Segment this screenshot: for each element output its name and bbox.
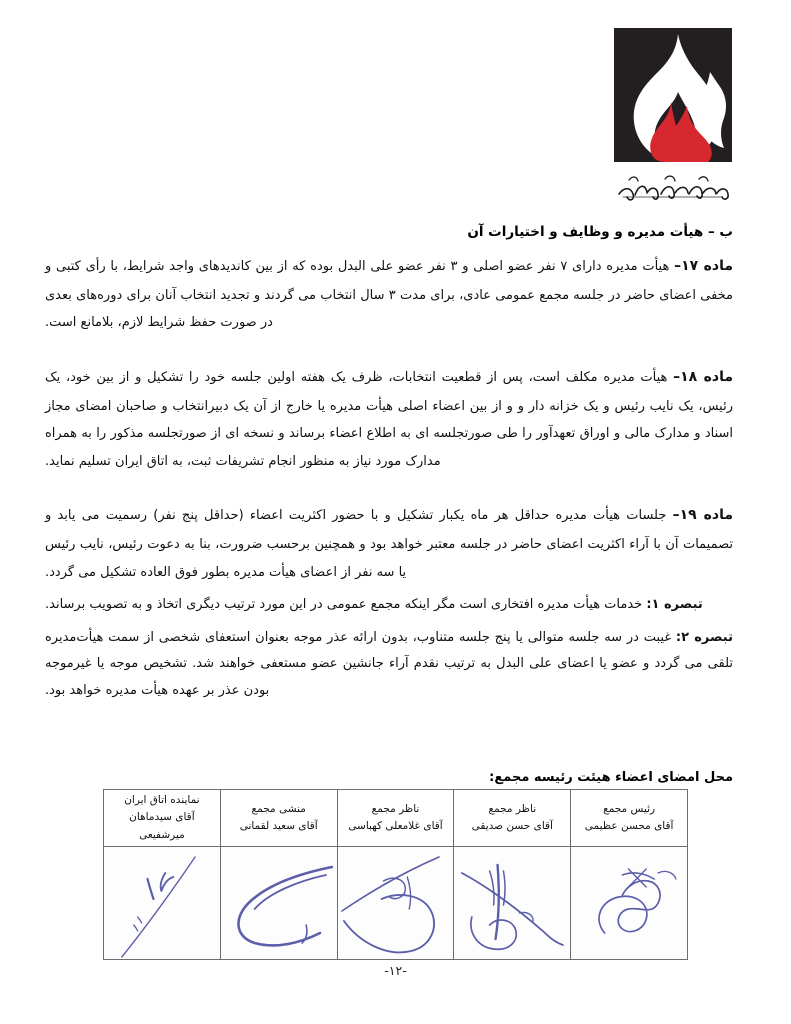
person-name: آقای سعید لقمانی (239, 819, 318, 832)
article-19 (45, 501, 733, 586)
note-2-body: غیبت در سه جلسه متوالی یا پنج جلسه متناوب، بدون ارائه عذر موجه بعنوان استعفای شخصی از سمت هیأت‌مدیره تلقی می گردد و عضو یا اعضای علی البدل به ترتیب نقدم آراء جانشین عضو مستعفی خواهند شد. تشخیص موجه یا غیرموجه بودن عذر بر عهده هیأت مدیره خواهد بود. (45, 629, 733, 699)
role-label: ناظر مجمع (488, 802, 537, 815)
person-name: آقای سیدماهان میرشفیعی (129, 811, 195, 841)
note-1-label: تبصره ۱: (646, 597, 703, 613)
role-label: نماینده اتاق ایران (124, 794, 200, 806)
signature-header-chamber-rep (104, 790, 221, 847)
signature-header-chairman (571, 790, 688, 847)
article-17-body: هیأت مدیره دارای ۷ نفر عضو اصلی و ۳ نفر عضو علی البدل بوده که از بین کاندیدهای واجد شرایط، با رأی کتبی و مخفی اعضای حاضر در جلسه مجمع عمومی عادی، برای مدت ۳ سال انتخاب می گردند و تجدید انتخاب آنان برای دوره‌های بعدی در صورت حفظ شرایط لازم، بلامانع است. (45, 259, 733, 331)
signature-header-secretary (220, 790, 337, 847)
signature-cell-observer-2 (337, 846, 454, 959)
note-2 (45, 625, 733, 705)
article-17 (45, 252, 733, 337)
organization-logo (611, 28, 735, 204)
role-label: منشی مجمع (251, 802, 306, 815)
note-1-body: خدمات هیأت مدیره افتخاری است مگر اینکه مجمع عمومی در این مورد ترتیب دیگری اتخاذ و به تصویب برساند. (45, 597, 647, 613)
person-name: آقای غلامعلی کهباسی (348, 819, 443, 832)
person-name: آقای حسن صدیقی (471, 819, 553, 832)
article-18-body: هیأت مدیره مکلف است، پس از قطعیت انتخابات، ظرف یک هفته اولین جلسه خود را تشکیل و از بین خود، یک رئیس، یک نایب رئیس و یک خزانه دار و و از بین اعضاء اصلی هیأت مدیره یا خارج از آن یک دبیرانتخاب و صاحبان امضای مجاز اسناد و مدارک مالی و اوراق تعهدآور را طی صورتجلسه ای به اطلاع اعضاء برساند و نسخه ای از صورتجلسه مذکور را به همراه مدارک مورد نیاز به منظور انجام تشریفات ثبت، به اتاق ایران تسلیم نماید. (45, 370, 733, 469)
page-number: -۱۲- (384, 963, 407, 978)
article-19-label: ماده ۱۹– (672, 507, 734, 524)
signature-section-title: محل امضای اعضاء هیئت رئیسه مجمع: (489, 770, 733, 785)
note-1 (45, 592, 733, 619)
article-19-body: جلسات هیأت مدیره حداقل هر ماه یکبار تشکیل و با حضور اکثریت اعضاء (حداقل پنج نفر) رسمیت می یابد و تصمیمات آن با آراء اکثریت اعضای حاضر در جلسه معتبر خواهد بود و همچنین برحسب ضرورت، بنا به دعوت رئیس، نایب رئیس یا سه نفر از اعضای هیأت مدیره بطور فوق العاده تشکیل می گردد. (45, 508, 733, 580)
logo-wordmark (611, 164, 735, 204)
note-2-label: تبصره ۲: (675, 629, 733, 645)
signature-cell-observer-1 (454, 846, 571, 959)
role-label: ناظر مجمع (371, 802, 420, 815)
signature-table (103, 789, 688, 960)
role-label: رئیس مجمع (603, 802, 656, 815)
flame-icon (614, 28, 732, 162)
table-row-headers (104, 790, 688, 847)
signature-header-observer-1 (454, 790, 571, 847)
signature-header-observer-2 (337, 790, 454, 847)
section-heading: ب – هیأت مدیره و وظایف و اختیارات آن (467, 224, 733, 240)
table-row-signatures (104, 846, 688, 959)
signature-cell-secretary (220, 846, 337, 959)
signature-cell-chamber-rep (104, 846, 221, 959)
article-17-label: ماده ۱۷– (674, 258, 733, 275)
document-body (45, 222, 733, 711)
article-18-label: ماده ۱۸– (673, 369, 733, 386)
signature-cell-chairman (571, 846, 688, 959)
person-name: آقای محسن عظیمی (584, 819, 674, 832)
article-18 (45, 363, 733, 475)
